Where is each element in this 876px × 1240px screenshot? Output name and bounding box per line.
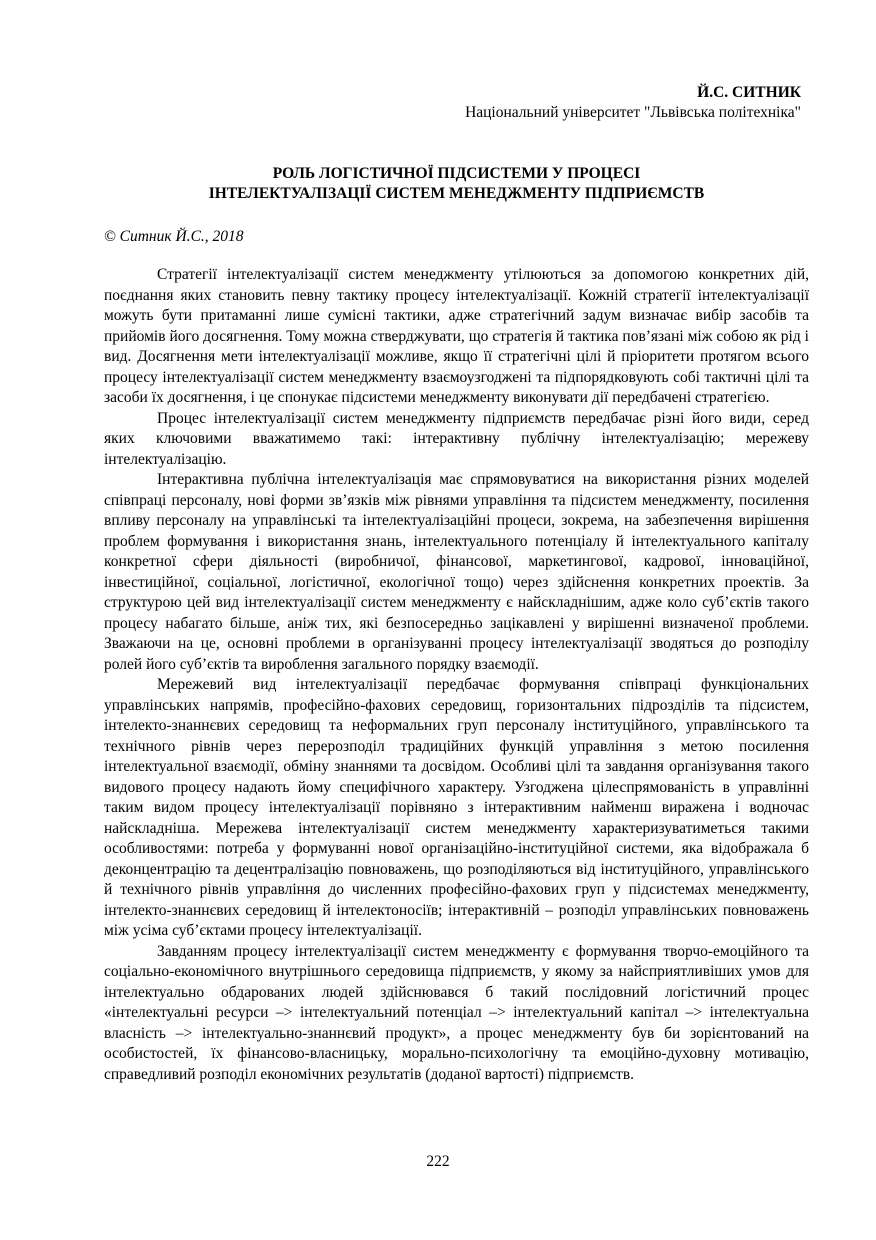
article-body xyxy=(104,265,809,1085)
paragraph: Процес інтелектуалізації систем менеджменту підприємств передбачає різні його види, серед яких ключовими вважатимемо такі: інтерактивну публічну інтелектуалізацію; мережеву інтелектуалізацію. xyxy=(104,409,809,468)
paragraph: Інтерактивна публічна інтелектуалізація має спрямовуватися на використання різних моделей співпраці персоналу, нові форми зв’язків між рівнями управління та підсистем менеджменту, посилення впливу персоналу на управлінські та інтелектуалізаційні процеси, зокрема, на забезпечення вирішення проблем формування і використання знань, інтелектуального потенціалу й інтелектуального капіталу конкретної сфери діяльності (виробничої, фінансової, маркетингової, кадрової, інноваційної, інвестиційної, соціальної, логістичної, екологічної тощо) через здійснення конкретних проектів. За структурою цей вид інтелектуалізації систем менеджменту є найскладнішим, адже коло суб’єктів такого процесу набагато більше, аніж тих, які безпосередньо зацікавлені у вирішенні визначеної проблеми. Зважаючи на це, основні проблеми в організуванні процесу інтелектуалізації зводяться до розподілу ролей його суб’єктів та вироблення загального порядку взаємодії. xyxy=(104,471,809,673)
paragraph: Мережевий вид інтелектуалізації передбачає формування співпраці функціональних управлінських напрямів, професійно-фахових середовищ, горизонтальних підрозділів та підсистем, інтелекто-знаннєвих середовищ та неформальних груп персоналу інституційного, управлінського та технічного рівнів через перерозподіл традиційних функцій управління з метою посилення інтелектуальної взаємодії, обміну знаннями та досвідом. Особливі цілі та завдання організування такого видового процесу надають йому специфічного характеру. Узгоджена цілеспрямованість в управлінні таким видом процесу інтелектуалізації порівняно з інтерактивним найменш виражена і водночас найскладніша. Мережева інтелектуалізації систем менеджменту характеризуватиметься такими особливостями: потреба у формуванні нової організаційно-інституційної системи, яка відображала б деконцентрацію та децентралізацію повноважень, що розподіляються від інституційного, управлінського й технічного рівнів управління до численних професійно-фахових груп у підсистемах менеджменту, інтелекто-знаннєвих середовищ й інтелектоносіїв; інтерактивній – розподіл управлінських повноважень між усіма суб’єктами процесу інтелектуалізації. xyxy=(104,676,809,939)
paragraph: Стратегії інтелектуалізації систем менеджменту утілюються за допомогою конкретних дій, поєднання яких становить певну тактику процесу інтелектуалізації. Кожній стратегії інтелектуалізації можуть бути притаманні лише сумісні тактики, адже стратегічний задум визначає вибір засобів та прийомів його досягнення. Тому можна стверджувати, що стратегія й тактика пов’язані між собою як рід і вид. Досягнення мети інтелектуалізації можливе, якщо її стратегічні цілі й пріоритети протягом всього процесу інтелектуалізації систем менеджменту взаємоузгоджені та підпорядковують собі тактичні цілі та засоби їх досягнення, і це спонукає підсистеми менеджменту виконувати дії передбачені стратегією. xyxy=(104,266,809,406)
article-title xyxy=(104,164,809,204)
author-affiliation: Національний університет "Львівська політехніка" xyxy=(465,104,801,121)
copyright-notice: © Ситник Й.С., 2018 xyxy=(104,228,244,245)
page-number: 222 xyxy=(426,1153,450,1170)
article-title-line-2: ІНТЕЛЕКТУАЛІЗАЦІЇ СИСТЕМ МЕНЕДЖМЕНТУ ПІДПРИЄМСТВ xyxy=(208,185,705,202)
paragraph: Завданням процесу інтелектуалізації систем менеджменту є формування творчо-емоційного та соціально-економічного внутрішнього середовища підприємств, у якому за найсприятливіших умов для інтелектуально обдарованих людей здійснювався б такий послідовний логістичний процес «інтелектуальні ресурси –> інтелектуальний потенціал –> інтелектуальний капітал –> інтелектуальна власність –> інтелектуально-знаннєвий продукт», а процес менеджменту був би зорієнтований на особистостей, їх фінансово-власницьку, морально-психологічну та емоційно-духовну мотивацію, справедливий розподіл економічних результатів (доданої вартості) підприємств. xyxy=(104,942,809,1083)
article-title-line-1: РОЛЬ ЛОГІСТИЧНОЇ ПІДСИСТЕМИ У ПРОЦЕСІ xyxy=(272,165,641,182)
author-name: Й.С. СИТНИК xyxy=(697,84,801,101)
